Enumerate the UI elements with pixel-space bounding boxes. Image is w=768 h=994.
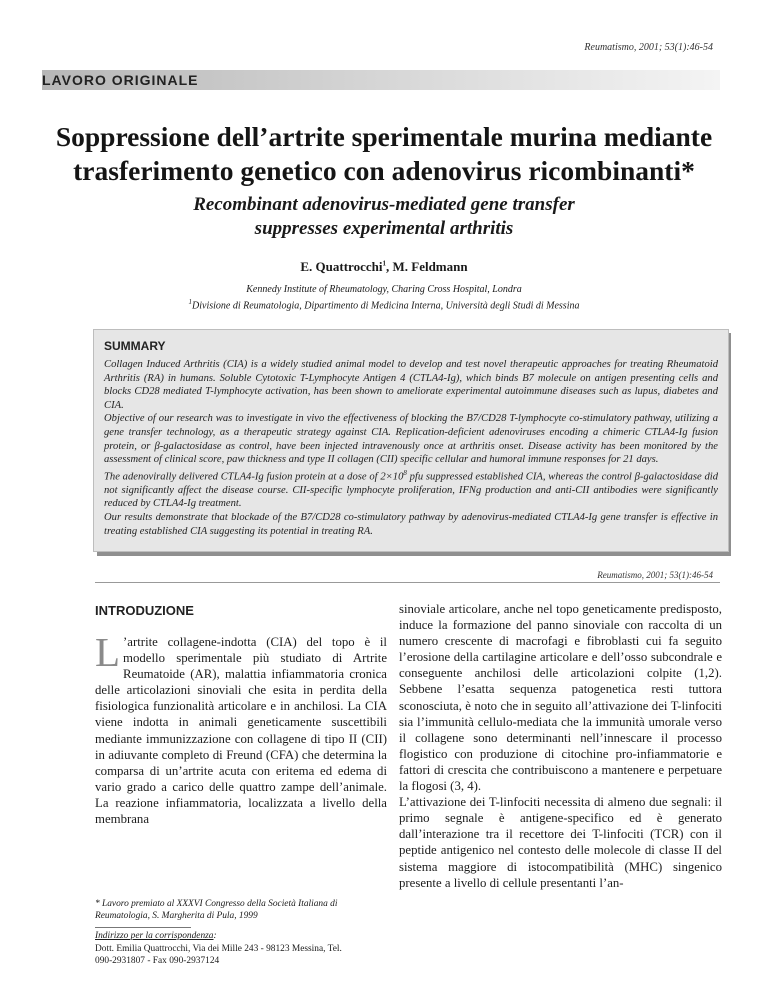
- summary-heading: SUMMARY: [104, 339, 166, 353]
- author-1: E. Quattrocchi: [300, 259, 383, 274]
- correspondence-address: [95, 943, 387, 967]
- intro-paragraph-1-text: ’artrite collagene-indotta (CIA) del topo è il modello sperimentale più studiato di Artrite Reumatoide (AR), malattia infiammatoria cronica delle articolazioni sinoviali che esita in perdita della fisiologica funzionalità articolare e in anchilosi. La CIA viene indotta in animali geneticamente suscettibili mediante immunizzazione con collagene di tipo II (CII) in adiuvante completo di Freund (CFA) che determina la comparsa di un’artrite acuta con eritema ed edema di vario grado a carico delle quattro zampe dell’animale. La reazione infiammatoria, localizzata a livello della membrana: [95, 635, 387, 827]
- drop-cap: L: [95, 629, 121, 675]
- summary-paragraph-1: Collagen Induced Arthritis (CIA) is a widely studied animal model to develop and test novel therapeutic approaches for treating Rheumatoid Arthritis (RA) in humans. Soluble Cytotoxic T-Lymphocyte Antigen 4 (CTLA4-Ig), which binds B7 molecule on antigen presenting cells and blocks CD28 mediated T-lymphocyte activation, has been shown to ameliorate experimental autoimmune diseases such as lupus, diabetes and CIA.: [104, 359, 718, 411]
- journal-reference-summary: Reumatismo, 2001; 53(1):46-54: [597, 570, 713, 580]
- body-column-right: [399, 601, 722, 891]
- affiliation-2-text: Divisione di Reumatologia, Dipartimento di Medicina Interna, Università degli Studi di Messina: [192, 300, 580, 312]
- intro-paragraph-2: L’attivazione dei T-linfociti necessita di almeno due segnali: il primo segnale è antigene-specifico ed è generato dall’interazione tra il recettore dei T-linfociti (TCR) con il peptide antigenico nel contesto delle molecole di classe II del sistema maggiore di istocompatibilità (MHC) singenico presente a livello di cellule presentanti l’an-: [399, 795, 722, 890]
- article-title: [40, 120, 728, 188]
- summary-dose-exponent: 8: [403, 468, 407, 477]
- author-1-affiliation-mark: 1: [382, 259, 386, 268]
- summary-text: [104, 358, 718, 538]
- summary-paragraph-2: Objective of our research was to investigate in vivo the effectiveness of blocking the B7/CD28 T-lymphocyte co-stimulatory pathway, utilizing a gene transfer technology, as a therapeutic strategy against CIA. Replication-deficient adenoviruses encoding a chimeric CTLA4-Ig fusion protein, or β-galactosidase as control, have been injected intravenously once at arthritis onset. Disease activity has been monitored by the assessment of clinical score, paw thickness and type II collagen (CII) specific cellular and humoral immune responses for 21 days.: [104, 413, 718, 466]
- subtitle-line-1: Recombinant adenovirus-mediated gene transfer: [193, 194, 575, 215]
- title-line-2: trasferimento genetico con adenovirus ricombinanti*: [73, 155, 695, 186]
- correspondence-label-text: Indirizzo per la corrispondenza: [95, 931, 214, 941]
- section-divider: [95, 582, 720, 583]
- intro-paragraph-1-continued: sinoviale articolare, anche nel topo geneticamente predisposto, induce la formazione del panno sinoviale con raccolta di un numero crescente di macrofagi e fibroblasti cui fa seguito l’erosione della cartilagine articolare e dell’osso subcondrale e conseguente anchilosi delle articolazioni colpite (1,2). Sebbene l’esatta sequenza patogenetica resti tuttora sconosciuta, è noto che in seguito all’attivazione dei T-linfociti sia l’immunità cellulo-mediata che la immunità umorale verso il collagene sono determinanti nell’innescare il processo flogistico con produzione di citochine pro-infiammatorie e fattori di crescita che contribuiscono a mantenere e perpetuare la flogosi (3, 4).: [399, 602, 722, 794]
- summary-paragraph-3-start: The adenovirally delivered CTLA4-Ig fusion protein at a dose of 2×10: [104, 471, 404, 483]
- section-label: LAVORO ORIGINALE: [42, 72, 199, 88]
- correspondence-label-colon: :: [213, 931, 217, 941]
- correspondence-line-2: 090-2931807 - Fax 090-2937124: [95, 956, 220, 966]
- author-list: [40, 259, 728, 275]
- affiliation-1: Kennedy Institute of Rheumatology, Charing Cross Hospital, Londra: [246, 284, 522, 295]
- subtitle-line-2: suppresses experimental arthritis: [254, 218, 514, 239]
- title-line-1: Soppressione dell’artrite sperimentale murina mediante: [55, 121, 713, 152]
- correspondence-line-1: Dott. Emilia Quattrocchi, Via dei Mille 243 - 98123 Messina, Tel.: [95, 944, 342, 954]
- affiliation-2-mark: 1: [188, 298, 193, 306]
- summary-paragraph-4: Our results demonstrate that blockade of the B7/CD28 co-stimulatory pathway by adenovirus-mediated CTLA4-Ig gene transfer is effective in treating established CIA suggesting its potential in treating RA.: [104, 512, 718, 537]
- body-column-left: [95, 629, 387, 827]
- article-subtitle: [40, 193, 728, 241]
- intro-heading: INTRODUZIONE: [95, 603, 194, 618]
- correspondence-label: [95, 931, 217, 941]
- award-footnote: * Lavoro premiato al XXXVI Congresso della Società Italiana di Reumatologia, S. Margherita di Pula, 1999: [95, 899, 338, 921]
- summary-paragraph-3: [104, 467, 718, 511]
- intro-paragraph-1: [95, 629, 387, 827]
- author-separator: ,: [385, 259, 393, 274]
- affiliation-2: [40, 298, 728, 311]
- footnote-rule: [95, 927, 191, 928]
- summary-paragraph-3-end: pfu suppressed established CIA, whereas the control β-galactosidase did not significantly affect the disease course. CII-specific lymphocyte proliferation, IFNg production and anti-CII antibodies were significantly reduced by CTLA4-Ig treatment.: [104, 471, 718, 510]
- summary-box: [93, 329, 729, 552]
- author-2: M. Feldmann: [392, 259, 468, 274]
- journal-reference-header: Reumatismo, 2001; 53(1):46-54: [584, 42, 713, 53]
